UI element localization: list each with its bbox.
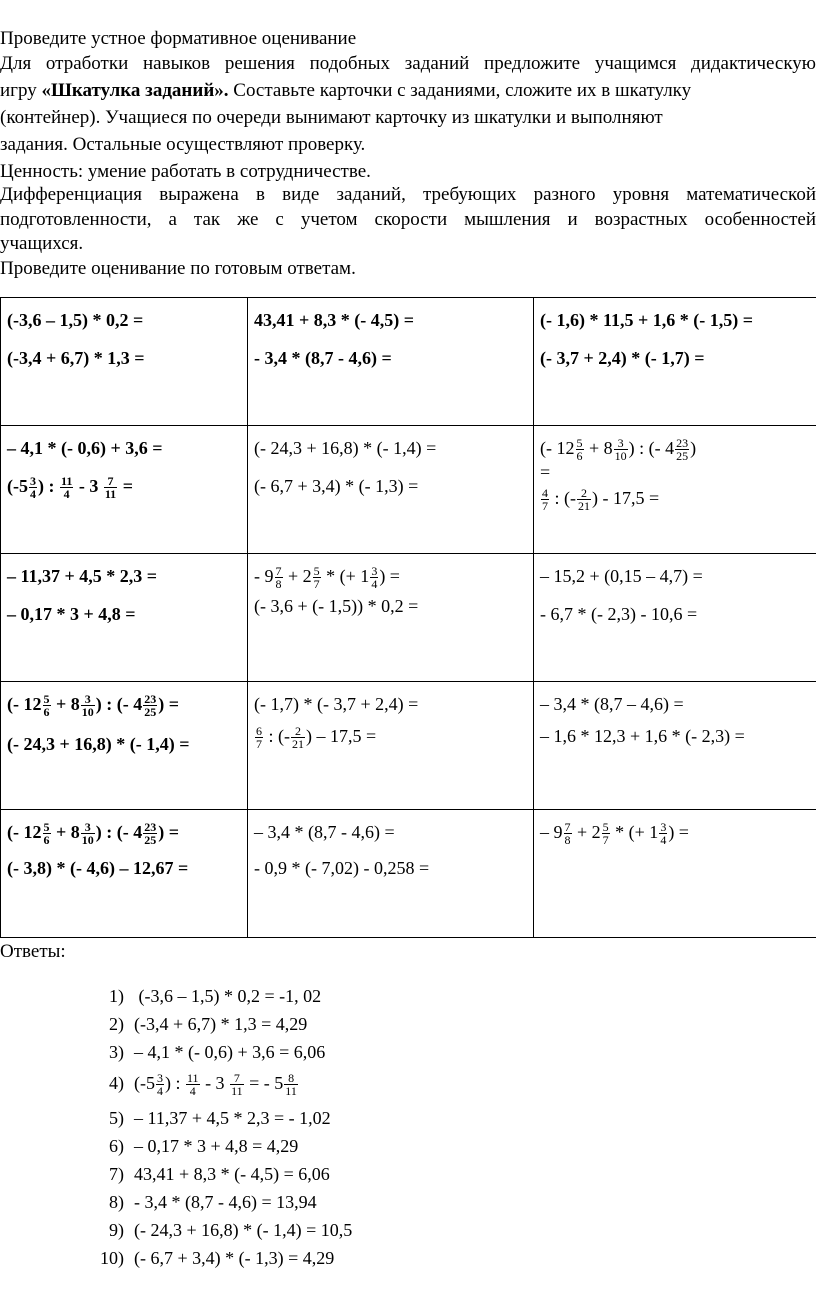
expr-part: + 8 [51,694,80,714]
task-expression [540,460,816,486]
fraction-numerator: 5 [43,692,50,707]
fraction [43,821,51,846]
task-cards-table [0,297,816,938]
task-expression: - 6,7 * (- 2,3) - 10,6 = [540,604,698,624]
differentiation-line: учащихся. [0,233,84,254]
table-row [1,682,816,810]
fraction-denominator: 6 [43,833,50,848]
fraction-denominator: 7 [256,737,262,752]
fraction [255,725,263,750]
answer-item [90,1247,334,1269]
fraction-denominator: 21 [292,737,304,752]
fraction-numerator: 5 [313,564,320,579]
task-card [534,682,816,810]
task-card [1,810,248,938]
task-expression [254,564,527,594]
intro-paragraph-line: (контейнер). Учащиеся по очереди вынимают карточку из шкатулки и выполняют [0,107,663,128]
task-expression [7,474,241,512]
fraction [675,437,689,462]
fraction-numerator: 2 [577,487,591,500]
fraction [577,487,591,512]
task-expression: (- 3,8) * (- 4,6) – 12,67 = [7,858,189,878]
answer-number: 10) [100,1248,124,1268]
expr-part: ) [690,438,697,458]
fraction-numerator: 5 [602,820,609,835]
answer-item [90,1191,317,1213]
task-expression: – 11,37 + 4,5 * 2,3 = [7,566,158,586]
fraction-numerator: 11 [187,1071,199,1086]
task-expression: (-3,6 – 1,5) * 0,2 = [7,310,144,330]
fraction-numerator: 3 [614,437,628,450]
fraction [230,1072,244,1097]
fraction-denominator: 7 [602,833,609,848]
fraction-denominator: 7 [313,577,320,592]
answer-text: (- 6,7 + 3,4) * (- 1,3) = 4,29 [134,1248,335,1268]
fraction-denominator: 6 [43,705,50,720]
task-expression: – 0,17 * 3 + 4,8 = [7,604,136,624]
fraction-denominator: 4 [371,577,378,592]
expr-part: = [118,476,133,496]
expr-part: + 8 [51,822,80,842]
value-statement: Ценность: умение работать в сотрудничестве. [0,161,371,182]
answer-item [90,1041,325,1063]
intro-heading: Проведите устное формативное оценивание [0,28,357,49]
task-card [248,810,534,938]
task-expression: (- 3,6 + (- 1,5)) * 0,2 = [254,596,419,616]
expr-part: ) : [165,1073,181,1093]
task-expression: (- 24,3 + 16,8) * (- 1,4) = [7,734,190,754]
answer-number: 5) [109,1108,124,1128]
task-expression: (- 3,7 + 2,4) * (- 1,7) = [540,348,705,368]
answer-text: – 11,37 + 4,5 * 2,3 = - 1,02 [134,1108,331,1128]
fraction-denominator: 11 [285,1084,297,1099]
answer-text: (-3,6 – 1,5) * 0,2 = -1, 02 [134,986,322,1006]
fraction [564,821,572,846]
task-expression: (-3,4 + 6,7) * 1,3 = [7,348,145,368]
answer-text: 43,41 + 8,3 * (- 4,5) = 6,06 [134,1164,330,1184]
fraction [81,693,95,718]
differentiation-line: подготовленности, а так же с учетом скорости мышления и возрастных особенностей [0,209,816,230]
game-title: «Шкатулка заданий». [41,80,229,101]
fraction-numerator: 11 [61,474,73,489]
answer-text: – 0,17 * 3 + 4,8 = 4,29 [134,1136,299,1156]
fraction [186,1072,200,1097]
intro-text: Составьте карточки с заданиями, сложите их в шкатулку [228,80,692,101]
task-expression [540,486,816,524]
task-expression: – 1,6 * 12,3 + 1,6 * (- 2,3) = [540,726,745,746]
differentiation-line: Дифференциация выражена в виде заданий, требующих разного уровня математической [0,184,816,205]
fraction-denominator: 4 [189,1084,196,1099]
answer-number: 1) [109,986,124,1006]
task-expression [7,820,241,856]
answer-number: 3) [109,1042,124,1062]
expr-part: ) : (- 4 [95,822,143,842]
answers-heading: Ответы: [0,941,66,962]
table-row [1,554,816,682]
task-expression: (- 24,3 + 16,8) * (- 1,4) = [254,438,437,458]
fraction-denominator: 6 [576,449,583,464]
expr-part: ) = [158,694,180,714]
fraction [614,437,628,462]
expr-part: - 9 [254,566,274,586]
task-card [534,810,816,938]
fraction-numerator: 5 [43,820,50,835]
task-expression [254,724,527,762]
answer-number: 4) [109,1073,124,1093]
expr-part: = [540,462,551,482]
fraction-denominator: 11 [104,487,117,502]
fraction-denominator: 25 [144,705,157,720]
fraction-numerator: 3 [30,474,36,489]
task-card [1,298,248,426]
task-card [1,682,248,810]
task-expression [7,692,241,732]
task-card [248,426,534,554]
expr-part: ) : [38,476,55,496]
table-row [1,810,816,938]
expr-part: ) = [158,822,180,842]
expr-part: : (- [264,726,290,746]
answer-item [90,985,321,1007]
task-expression [540,436,816,464]
fraction-denominator: 10 [81,705,94,720]
intro-paragraph-line: задания. Остальные осуществляют проверку. [0,134,366,155]
fraction-numerator: 3 [157,1071,163,1086]
expr-part: ) : (- 4 [628,438,675,458]
answer-item [90,1219,352,1241]
fraction [313,565,321,590]
fraction-denominator: 11 [231,1084,243,1099]
expr-part: (- 12 [7,822,42,842]
expr-part: ) = [379,566,400,586]
expr-part: ) - 17,5 = [592,488,660,508]
fraction-denominator: 4 [660,833,667,848]
fraction-denominator: 21 [578,499,590,514]
expr-part: - 3 [74,476,99,496]
fraction [156,1072,164,1097]
task-expression: (- 1,6) * 11,5 + 1,6 * (- 1,5) = [540,310,753,330]
expr-part: (-5 [7,476,28,496]
expr-part: + 8 [584,438,613,458]
fraction-numerator: 7 [104,475,117,488]
fraction-numerator: 7 [275,564,282,579]
expr-part: : (- [550,488,576,508]
fraction-numerator: 7 [230,1072,244,1085]
task-expression [540,820,816,858]
fraction [81,821,95,846]
fraction-denominator: 4 [157,1084,163,1099]
expr-part: * (+ 1 [321,566,370,586]
answer-number: 6) [109,1136,124,1156]
fraction [370,565,378,590]
task-card [248,682,534,810]
task-card [534,554,816,682]
fraction-denominator: 4 [30,487,36,502]
fraction-numerator: 6 [256,724,262,739]
answer-number: 7) [109,1164,124,1184]
fraction-numerator: 3 [660,820,667,835]
answer-text: - 3,4 * (8,7 - 4,6) = 13,94 [134,1192,317,1212]
answer-number: 2) [109,1014,124,1034]
answer-text: (-3,4 + 6,7) * 1,3 = 4,29 [134,1014,308,1034]
fraction [541,487,549,512]
answer-number: 8) [109,1192,124,1212]
answer-text: (- 24,3 + 16,8) * (- 1,4) = 10,5 [134,1220,353,1240]
task-expression: – 15,2 + (0,15 – 4,7) = [540,566,703,586]
fraction [275,565,283,590]
intro-paragraph-line [0,80,816,102]
fraction-denominator: 7 [542,499,548,514]
intro-paragraph-line: Для отработки навыков решения подобных заданий предложите учащимся дидактическую [0,53,816,74]
fraction [29,475,37,500]
fraction-numerator: 2 [291,725,305,738]
fraction-denominator: 4 [63,487,70,502]
fraction-numerator: 3 [81,693,95,706]
expr-part: - 3 [200,1073,225,1093]
fraction-denominator: 8 [275,577,282,592]
fraction [291,725,305,750]
task-card [1,426,248,554]
fraction-denominator: 10 [614,449,627,464]
answer-item [90,1072,299,1097]
fraction-numerator: 3 [81,821,95,834]
task-expression: (- 1,7) * (- 3,7 + 2,4) = [254,694,419,714]
task-card [1,554,248,682]
task-expression: (- 6,7 + 3,4) * (- 1,3) = [254,476,419,496]
table-row [1,298,816,426]
answer-item [90,1107,331,1129]
fraction-numerator: 23 [144,820,157,835]
fraction-numerator: 8 [284,1072,298,1085]
fraction [43,693,51,718]
fraction-denominator: 25 [144,833,157,848]
answer-item [90,1163,330,1185]
fraction-numerator: 23 [144,692,157,707]
fraction [602,821,610,846]
intro-text: игру [0,80,42,101]
fraction-numerator: 3 [371,564,378,579]
task-expression: - 0,9 * (- 7,02) - 0,258 = [254,858,430,878]
fraction-denominator: 25 [676,449,689,464]
expr-part: – 9 [540,822,563,842]
task-card [534,298,816,426]
fraction-denominator: 10 [81,833,94,848]
fraction-numerator: 23 [676,436,689,451]
task-expression: – 3,4 * (8,7 - 4,6) = [254,822,395,842]
fraction-numerator: 7 [564,820,571,835]
expr-part: * (+ 1 [610,822,659,842]
fraction [60,475,73,500]
expr-part: = - 5 [244,1073,284,1093]
answer-item [90,1135,298,1157]
task-card [248,554,534,682]
task-expression: - 3,4 * (8,7 - 4,6) = [254,348,392,368]
expr-part: ) – 17,5 = [306,726,377,746]
fraction [143,821,157,846]
task-card [248,298,534,426]
fraction-denominator: 8 [564,833,571,848]
expr-part: + 2 [283,566,312,586]
expr-part: + 2 [572,822,601,842]
expr-part: ) = [668,822,689,842]
fraction [659,821,667,846]
answer-text: – 4,1 * (- 0,6) + 3,6 = 6,06 [134,1042,326,1062]
expr-part: ) : (- 4 [95,694,143,714]
answer-number: 9) [109,1220,124,1240]
fraction-numerator: 5 [576,436,583,451]
task-expression: – 3,4 * (8,7 – 4,6) = [540,694,684,714]
instruction-line: Проведите оценивание по готовым ответам. [0,258,356,279]
fraction [284,1072,298,1097]
expr-part: (- 12 [540,438,575,458]
task-expression: – 4,1 * (- 0,6) + 3,6 = [7,438,163,458]
fraction [143,693,157,718]
answer-item [90,1013,307,1035]
task-card [534,426,816,554]
expr-part: (- 12 [7,694,42,714]
fraction [104,475,117,500]
fraction-numerator: 4 [542,486,548,501]
table-row [1,426,816,554]
expr-part: (-5 [134,1073,155,1093]
task-expression: 43,41 + 8,3 * (- 4,5) = [254,310,414,330]
fraction [576,437,584,462]
